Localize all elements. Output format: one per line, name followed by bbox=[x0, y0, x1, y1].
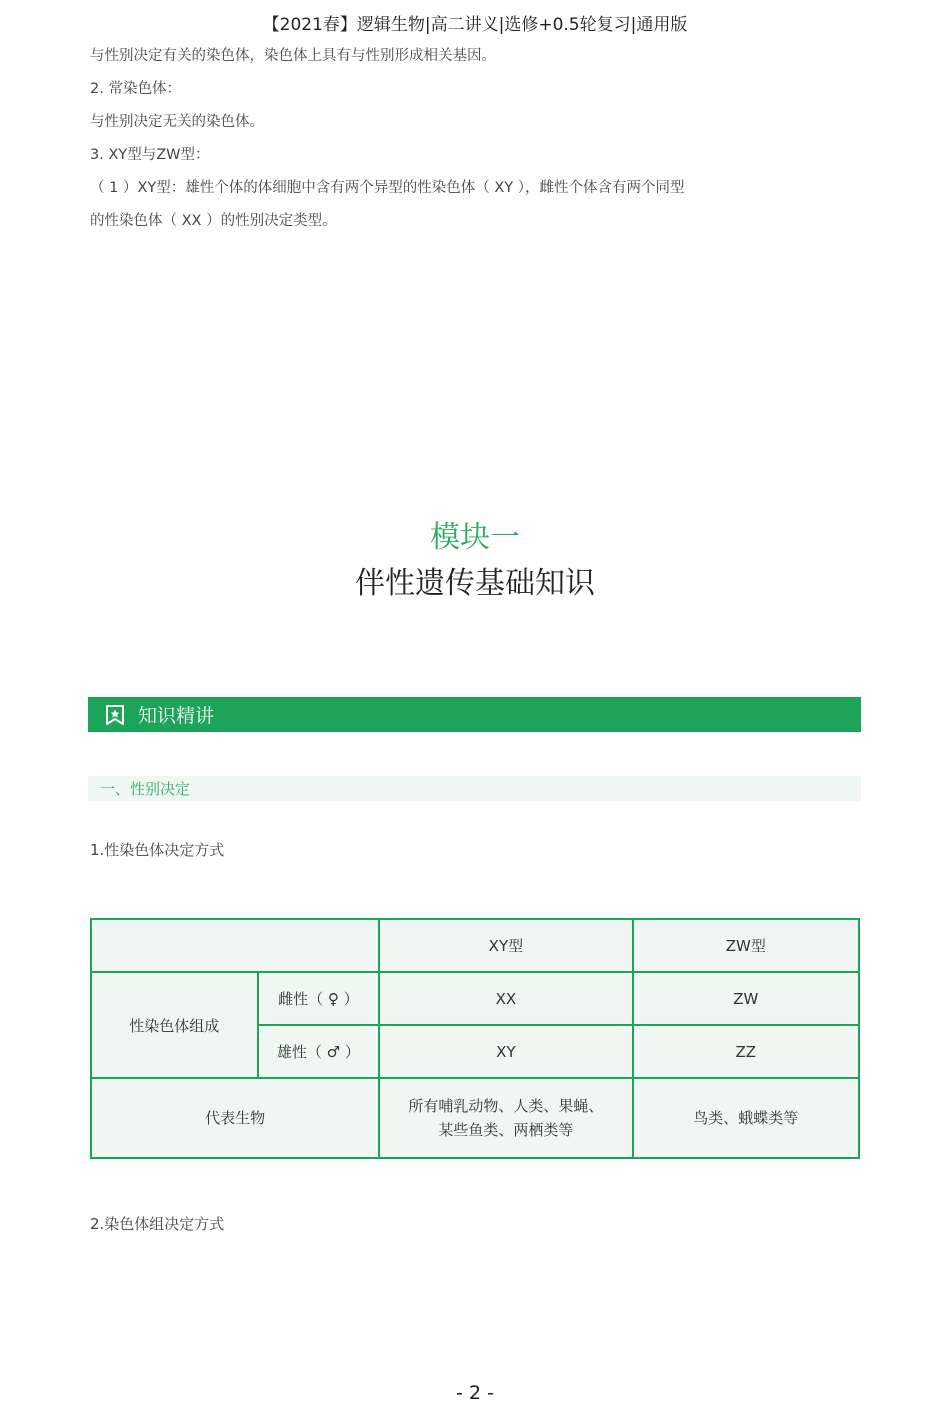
table-header-zw: ZW型 bbox=[633, 919, 859, 972]
table-cell-empty bbox=[91, 919, 379, 972]
table-row-group-label: 性染色体组成 bbox=[91, 972, 258, 1078]
table-cell-line: 某些鱼类、两栖类等 bbox=[438, 1121, 574, 1139]
intro-line: 3. XY型与ZW型： bbox=[90, 147, 210, 163]
table-cell-line: 所有哺乳动物、人类、果蝇、 bbox=[408, 1097, 604, 1115]
module-label: 模块一 bbox=[430, 520, 520, 555]
module-title: 伴性遗传基础知识 bbox=[355, 566, 595, 601]
table-cell-female-label: 雌性（ ♀ ） bbox=[258, 972, 380, 1025]
table-cell: ZZ bbox=[633, 1025, 859, 1078]
intro-line: 的性染色体（ XX ）的性别决定类型。 bbox=[90, 213, 337, 229]
table-cell: XX bbox=[379, 972, 632, 1025]
subsection-bar bbox=[88, 776, 861, 801]
point-heading: 1.性染色体决定方式 bbox=[90, 841, 225, 859]
bookmark-star-icon bbox=[104, 704, 126, 726]
intro-text bbox=[90, 46, 870, 244]
table-cell-male-label: 雄性（ ♂ ） bbox=[258, 1025, 380, 1078]
table-row bbox=[91, 1078, 859, 1158]
subsection-label: 一、性别决定 bbox=[100, 780, 191, 798]
table-cell-rep-label: 代表生物 bbox=[91, 1078, 379, 1158]
table-header-xy: XY型 bbox=[379, 919, 632, 972]
intro-line: 与性别决定无关的染色体。 bbox=[90, 114, 264, 130]
page-number: - 2 - bbox=[456, 1382, 494, 1404]
intro-line: 2. 常染色体： bbox=[90, 81, 181, 97]
table-row bbox=[91, 919, 859, 972]
table-row bbox=[91, 972, 859, 1025]
table-cell: XY bbox=[379, 1025, 632, 1078]
point-heading: 2.染色体组决定方式 bbox=[90, 1215, 225, 1233]
page-header: 【2021春】逻辑生物|高二讲义|选修+0.5轮复习|通用版 bbox=[262, 15, 688, 35]
intro-line: （ 1 ）XY型：雄性个体的体细胞中含有两个异型的性染色体（ XY ），雌性个体含有两个同型 bbox=[90, 180, 685, 196]
sex-determination-table bbox=[90, 918, 860, 1159]
table-cell-rep-xy bbox=[379, 1078, 632, 1158]
table-cell-rep-zw: 鸟类、蛾蝶类等 bbox=[633, 1078, 859, 1158]
table-cell: ZW bbox=[633, 972, 859, 1025]
section-bar-label: 知识精讲 bbox=[138, 705, 215, 727]
section-bar bbox=[88, 697, 861, 732]
intro-line: 与性别决定有关的染色体，染色体上具有与性别形成相关基因。 bbox=[90, 48, 496, 64]
